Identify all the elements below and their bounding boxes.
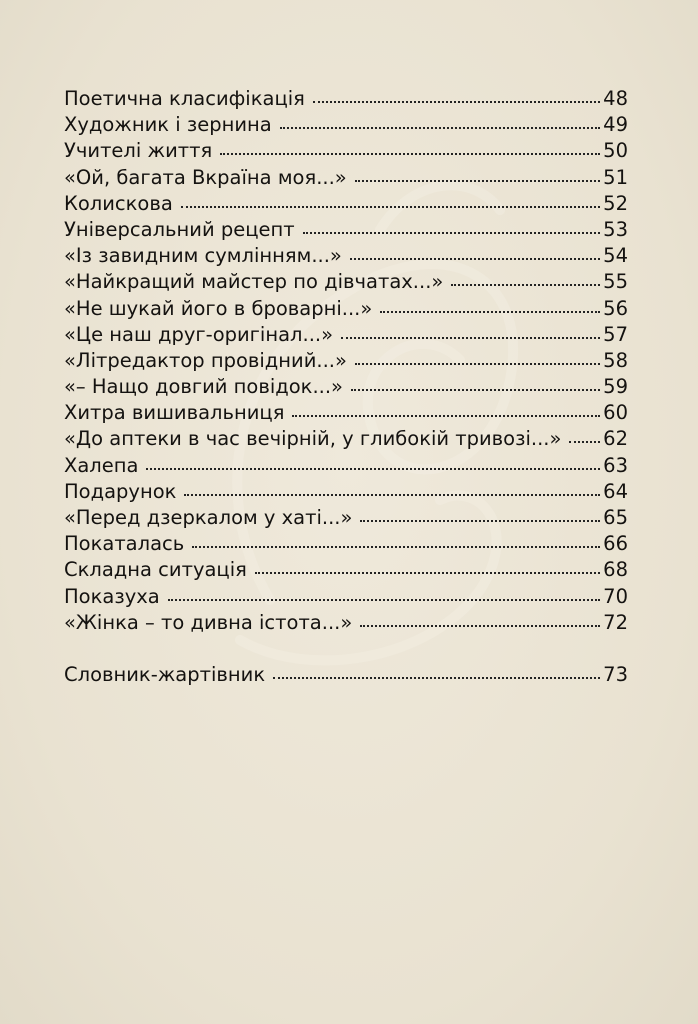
toc-entry bbox=[64, 348, 628, 374]
toc-entry-page: 50 bbox=[603, 139, 628, 163]
toc-entry bbox=[64, 86, 628, 112]
toc-entry bbox=[64, 374, 628, 400]
dot-leader bbox=[350, 258, 600, 260]
toc-entry-page: 49 bbox=[603, 113, 628, 137]
toc-entry-page: 62 bbox=[603, 427, 628, 451]
toc-entry-page: 63 bbox=[603, 453, 628, 477]
toc-entry-title: «Із завидним сумлінням...» bbox=[64, 244, 342, 268]
toc-entry bbox=[64, 217, 628, 243]
toc-entry-title: «Не шукай його в броварні...» bbox=[64, 296, 373, 320]
toc-entry bbox=[64, 112, 628, 138]
toc-entry bbox=[64, 584, 628, 610]
toc-entry bbox=[64, 453, 628, 479]
toc-entry-title: Поетична класифікація bbox=[64, 87, 305, 110]
toc-entry bbox=[64, 269, 628, 295]
toc-entry bbox=[64, 138, 628, 164]
toc-entry-title: «Перед дзеркалом у хаті...» bbox=[64, 506, 353, 529]
dot-leader bbox=[451, 284, 600, 286]
toc-entry-page: 73 bbox=[603, 662, 628, 686]
toc-entry-page: 56 bbox=[603, 296, 628, 320]
toc-entry-title: Покаталась bbox=[64, 532, 185, 556]
dot-leader bbox=[569, 441, 600, 443]
dot-leader bbox=[273, 677, 600, 679]
toc-entry-page: 59 bbox=[603, 375, 628, 399]
toc-entry-title: Подарунок bbox=[64, 479, 177, 503]
dot-leader bbox=[168, 599, 600, 601]
dot-leader bbox=[280, 127, 600, 129]
toc-entry-page: 55 bbox=[603, 270, 628, 294]
dot-leader bbox=[360, 625, 600, 627]
toc-entry bbox=[64, 479, 628, 505]
dot-leader bbox=[313, 101, 600, 103]
toc-entry-page: 64 bbox=[603, 479, 628, 503]
toc-entry-title: Показуха bbox=[64, 584, 160, 608]
dot-leader bbox=[192, 546, 600, 548]
toc-entry bbox=[64, 400, 628, 426]
toc-entry-title: «Ой, багата Вкраїна моя...» bbox=[64, 165, 347, 189]
toc-entry-title: «Це наш друг-оригінал...» bbox=[64, 322, 334, 346]
toc-entry-page: 53 bbox=[603, 217, 628, 241]
toc-entry-page: 68 bbox=[603, 558, 628, 582]
toc-entry-title: «Жінка – то дивна істота...» bbox=[64, 610, 353, 634]
toc-entry-page: 54 bbox=[603, 244, 628, 268]
toc-entry-title: Словник-жартівник bbox=[64, 662, 266, 686]
toc-entry-page: 52 bbox=[603, 191, 628, 215]
dot-leader bbox=[355, 180, 600, 182]
toc-entry bbox=[64, 165, 628, 191]
toc-entry bbox=[64, 426, 628, 452]
dot-leader bbox=[351, 389, 600, 391]
toc-entry-page: 48 bbox=[603, 87, 628, 110]
toc-entry bbox=[64, 610, 628, 636]
toc-entry-title: Універсальний рецепт bbox=[64, 217, 295, 241]
dot-leader bbox=[355, 363, 600, 365]
dot-leader bbox=[292, 415, 600, 417]
toc-entry-title: Учителі життя bbox=[64, 139, 213, 163]
toc-entry bbox=[64, 296, 628, 322]
toc-entry bbox=[64, 191, 628, 217]
toc-entry bbox=[64, 243, 628, 269]
toc-entry-title: «Найкращий майстер по дівчатах...» bbox=[64, 270, 444, 294]
dot-leader bbox=[380, 311, 600, 313]
toc-entry-title: Складна ситуація bbox=[64, 558, 247, 582]
toc-entry-title: «– Нащо довгий повідок...» bbox=[64, 375, 343, 399]
dot-leader bbox=[184, 494, 600, 496]
toc-entry bbox=[64, 322, 628, 348]
dot-leader bbox=[220, 153, 600, 155]
dot-leader bbox=[360, 520, 600, 522]
toc-entry bbox=[64, 557, 628, 583]
toc-entry-title: «До аптеки в час вечірній, у глибокій тривозі...» bbox=[64, 427, 562, 451]
toc-entry-title: Колискова bbox=[64, 191, 173, 215]
toc-entry-title: Халепа bbox=[64, 453, 139, 477]
toc-entry-page: 51 bbox=[603, 165, 628, 189]
toc-entry-title: Художник і зернина bbox=[64, 113, 272, 137]
toc-entry-title: «Літредактор провідний...» bbox=[64, 348, 347, 372]
dot-leader bbox=[146, 468, 600, 470]
toc-entry-page: 65 bbox=[603, 506, 628, 529]
toc-entry-page: 72 bbox=[603, 610, 628, 634]
dot-leader bbox=[303, 232, 601, 234]
dot-leader bbox=[255, 572, 600, 574]
dot-leader bbox=[181, 206, 600, 208]
toc-entry-glossary bbox=[64, 662, 628, 688]
toc-entry-page: 60 bbox=[603, 401, 628, 425]
toc-entry-page: 66 bbox=[603, 532, 628, 556]
toc-entry-title: Хитра вишивальниця bbox=[64, 401, 285, 425]
table-of-contents bbox=[64, 86, 628, 688]
dot-leader bbox=[341, 337, 600, 339]
toc-entry-page: 58 bbox=[603, 348, 628, 372]
toc-entry bbox=[64, 505, 628, 531]
toc-entry bbox=[64, 531, 628, 557]
toc-entry-page: 70 bbox=[603, 584, 628, 608]
toc-entry-page: 57 bbox=[603, 322, 628, 346]
